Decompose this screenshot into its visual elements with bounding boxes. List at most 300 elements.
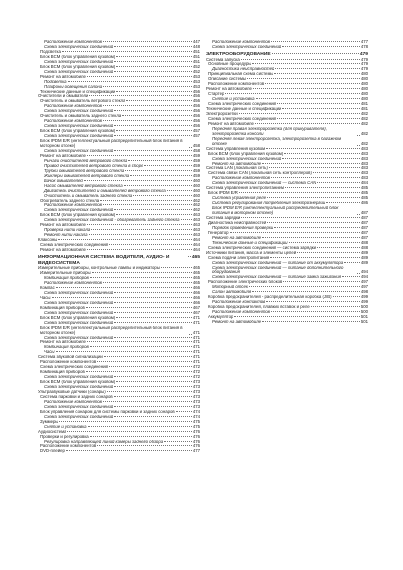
toc-page-number: 484 [360, 181, 368, 186]
toc-entry-title: Ремонт на автомобиле [212, 235, 262, 240]
toc-entry-title: Система запуска [206, 57, 240, 62]
toc-dot-leader [116, 214, 192, 215]
toc-page-number: 453 [192, 79, 200, 84]
toc-entry-title: Аккумулятор [208, 315, 234, 320]
toc-entry-title: Порядок проведения проверки [212, 225, 274, 230]
toc-entry-title: Компас [40, 285, 55, 290]
toc-page-number: 480 [360, 77, 368, 82]
toc-page-number: 487 [360, 210, 368, 216]
toc-entry-title: Схема электрических соединений [208, 102, 276, 107]
toc-entry-title: Очиститель и омыватель ветрового стекла [40, 99, 126, 104]
toc-page-number: 464 [192, 243, 200, 248]
toc-page-number: 451 [192, 49, 200, 54]
toc-entry-title: Комбинация приборов [40, 305, 85, 310]
toc-page-number: 475 [192, 424, 200, 429]
toc-entry-title: Блок управления сонаром для системы парковки и задних сонаров [40, 409, 175, 414]
toc-dot-leader [265, 83, 360, 84]
toc-page-number: 471 [192, 340, 200, 345]
toc-page-number: 479 [360, 62, 368, 67]
toc-dot-leader [114, 135, 192, 136]
toc-dot-leader [274, 73, 359, 74]
toc-dot-leader [91, 229, 192, 230]
toc-entry-title: Схема электрических соединений [44, 335, 114, 340]
toc-page-number: 489 [360, 250, 368, 255]
toc-dot-leader [114, 125, 192, 126]
toc-entry-title: DVD-плейер [40, 449, 65, 454]
toc-dot-leader [252, 291, 360, 292]
toc-page-number: 479 [360, 67, 368, 72]
toc-dot-leader [86, 371, 192, 372]
toc-dot-leader [114, 46, 192, 47]
toc-page-number: 483 [360, 166, 368, 171]
toc-dot-leader [88, 426, 192, 427]
toc-dot-leader [241, 59, 360, 60]
toc-dot-leader [66, 450, 192, 451]
toc-page-number: 471 [192, 355, 200, 360]
toc-page-number: 494 [360, 269, 368, 275]
toc-page-number: 480 [360, 92, 368, 97]
toc-entry-title: Схема электрических соединений [44, 300, 114, 305]
toc-page-number: 478 [360, 44, 368, 49]
toc-entry-title: Блок BCM (блок управления кузовом) [40, 54, 116, 59]
toc-dot-leader [311, 306, 360, 307]
toc-entry-title: Схема электрических соединений [212, 44, 282, 49]
toc-entry-title: Система LAN (локальная сеть) [206, 166, 268, 171]
toc-page-number: 499 [360, 300, 368, 305]
toc-entry-title: Схема электрических соединений [44, 290, 114, 295]
toc-entry-title: Подсветка [40, 49, 61, 54]
toc-dot-leader [333, 296, 360, 297]
toc-dot-leader [282, 108, 359, 109]
toc-page-number: 451 [192, 54, 200, 59]
toc-dot-leader [116, 66, 192, 67]
toc-dot-leader [239, 192, 360, 193]
toc-dot-leader [87, 249, 192, 250]
toc-dot-leader [116, 56, 192, 57]
toc-page-number: 483 [360, 146, 368, 151]
toc-dot-leader [114, 322, 192, 323]
toc-page-number: 477 [192, 449, 200, 454]
toc-page-number: 465 [192, 276, 200, 281]
toc-page-number: 485 [360, 196, 368, 201]
toc-page-number: 482 [360, 140, 368, 146]
toc-page-number: 473 [192, 404, 200, 409]
toc-entry-title: Система управления реле [212, 196, 266, 201]
toc-dot-leader [262, 163, 360, 164]
toc-entry-title: Система регулирования потребления электроэнергии [212, 201, 326, 206]
toc-entry-title: Расположение компонентов [40, 444, 97, 449]
toc-dot-leader [114, 396, 192, 397]
toc-page-number: 459 [192, 153, 200, 158]
toc-entry-title: Часы [44, 350, 55, 355]
toc-entry-title: Измерительные приборы [40, 271, 91, 276]
toc-page-number: 471 [192, 360, 200, 365]
toc-dot-leader [262, 237, 360, 238]
toc-dot-leader [122, 115, 192, 116]
toc-entry [206, 206, 368, 216]
toc-dot-leader [357, 145, 360, 146]
toc-entry-title: Блок BCM (блок управления кузовом) [40, 380, 116, 385]
toc-entry-title: Расположение контактов [212, 300, 266, 305]
toc-dot-leader [271, 41, 360, 42]
toc-entry-title: Расположение компонентов [44, 40, 102, 44]
toc-dot-leader [100, 200, 192, 201]
toc-dot-leader [284, 153, 360, 154]
toc-page-number: 471 [192, 350, 200, 355]
toc-page-number: 456 [192, 114, 200, 119]
toc-entry-title: Блок IPDM E/R (интеллектуальный распределительный блок питания в моторном отсеке) [40, 139, 183, 149]
toc-dot-leader [114, 150, 192, 151]
toc-entry-title: Блок BCM (блок управления кузовом) [40, 315, 116, 320]
toc-page-number: 465 [192, 281, 200, 286]
toc-dot-leader [230, 232, 360, 233]
toc-entry-title: Ремонт на автомобиле [40, 74, 86, 79]
toc-entry-title: Расположение электрических блоков [208, 280, 283, 285]
toc-entry-title: Генератор [208, 230, 229, 235]
toc-entry-title: Ремонт на автомобиле [40, 248, 86, 253]
toc-entry-title: Схема электрических соединений [212, 156, 282, 161]
toc-entry-title: Расположение компонентов [44, 399, 102, 404]
toc-dot-leader [269, 167, 360, 168]
toc-dot-leader [103, 282, 192, 283]
toc-page-number: 464 [192, 248, 200, 253]
toc-entry-title: Расположение компонентов [44, 119, 102, 124]
toc-entry-title: Схема электрических соединений [44, 385, 114, 390]
toc-dot-leader [289, 242, 360, 243]
toc-dot-leader [126, 100, 191, 101]
toc-page-number: 486 [360, 201, 368, 206]
toc-entry-title: Комбинация приборов [40, 370, 85, 375]
toc-entry-title: Проверка нити накала [44, 228, 91, 233]
toc-entry-title: Система парковки и задних сонаров [40, 394, 113, 399]
toc-page-number: 459 [192, 173, 200, 178]
toc-page-number: 501 [360, 320, 368, 325]
toc-page-number: 479 [360, 57, 368, 62]
toc-entry-title: Система управления электропитанием [206, 186, 284, 191]
toc-dot-leader [266, 148, 360, 149]
toc-entry-title: Коробка предохранителей, плавких вставок и реле [208, 305, 310, 310]
toc-dot-leader [109, 366, 192, 367]
toc-page-number: 471 [192, 329, 200, 335]
toc-page-number: 499 [360, 295, 368, 300]
toc-entry-title: Схема электрических соединений [44, 208, 114, 213]
toc-page-number: 462 [192, 198, 200, 203]
toc-page-number: 497 [360, 280, 368, 285]
toc-dot-leader [313, 172, 360, 173]
toc-page-number: 482 [360, 111, 368, 116]
toc-dot-leader [283, 281, 360, 282]
toc-page-number: 489 [360, 255, 368, 260]
toc-page-number: 466 [192, 285, 200, 290]
toc-page-number: 488 [360, 240, 368, 245]
toc-entry-title: Электророзетки [206, 111, 238, 116]
toc-entry-title: Двигатель очистителей и омывателей ветрового стекла [44, 188, 166, 193]
toc-page-number: 452 [192, 64, 200, 69]
toc-page-number: 456 [192, 109, 200, 114]
toc-page-number: 463 [192, 233, 200, 238]
toc-entry [206, 45, 368, 50]
toc-dot-leader [357, 214, 360, 215]
toc-dot-leader [125, 170, 192, 171]
toc-page-number: 471 [192, 320, 200, 325]
toc-dot-leader [266, 301, 359, 302]
toc-entry [206, 137, 368, 147]
toc-dot-leader [270, 257, 360, 258]
toc-page-number: 453 [192, 84, 200, 89]
toc-page-number: 471 [192, 315, 200, 320]
toc-entry-title: Снятие и установка [212, 97, 255, 102]
toc-dot-leader [357, 135, 360, 136]
toc-entry-title: Схема электрических соединений [44, 414, 114, 419]
toc-page-number: 475 [192, 419, 200, 424]
toc-page-number: 485 [360, 191, 368, 196]
toc-entry-title: Бачок омывателей [44, 178, 83, 183]
toc-page-number: 479 [359, 51, 368, 57]
toc-entry-title: Блок BCM (блок управления кузовом) [40, 213, 116, 218]
toc-entry-title: Схема электрических соединений [44, 44, 114, 49]
toc-page-number: 473 [192, 385, 200, 390]
toc-entry-title: Ремонт на автомобиле [212, 161, 262, 166]
toc-page-number: 483 [360, 171, 368, 176]
toc-page-number: 466 [192, 295, 200, 300]
toc-entry-title: Источники питания, масса и элементы цепей [206, 250, 297, 255]
toc-dot-leader [103, 401, 192, 402]
toc-dot-leader [272, 53, 359, 54]
toc-page-number: 471 [192, 345, 200, 350]
toc-dot-leader [344, 262, 360, 263]
toc-entry-title: Блок IPDM E/R (интеллектуальный распределительный блок питания в моторном отсеке) [212, 206, 339, 216]
toc-page-number: 476 [192, 429, 200, 434]
toc-entry-title: Схема электрических соединений - обогреватель заднего стекла [44, 218, 180, 223]
toc-dot-leader [56, 351, 192, 352]
toc-dot-leader [84, 180, 192, 181]
toc-page-number: 480 [360, 97, 368, 102]
toc-page-number: 465 [191, 254, 200, 260]
toc-entry-title: Блок IPDM E/R [208, 191, 238, 196]
toc-page-number: 453 [192, 74, 200, 79]
toc-page-number: 448 [192, 44, 200, 49]
toc-page-number: 456 [192, 119, 200, 124]
toc-page-number: 494 [360, 275, 368, 280]
toc-page-number: 465 [192, 271, 200, 276]
toc-dot-leader [97, 445, 192, 446]
toc-page-number: 456 [192, 124, 200, 129]
toc-page-number: 459 [192, 163, 200, 168]
toc-page-number: 489 [360, 260, 368, 265]
toc-page-number: 463 [192, 228, 200, 233]
toc-dot-leader [87, 224, 192, 225]
toc-page-number: 481 [360, 107, 368, 112]
toc-left-column [38, 40, 200, 454]
toc-entry-title: Измерительные приборы, контрольные лампы и индикаторы [38, 266, 160, 271]
toc-page-number: 459 [192, 158, 200, 163]
toc-page-number: 460 [192, 178, 200, 183]
toc-dot-leader [130, 175, 192, 176]
toc-page-number: 483 [360, 156, 368, 161]
toc-dot-leader [103, 120, 192, 121]
toc-dot-leader [271, 311, 360, 312]
toc-page-number: 473 [192, 394, 200, 399]
toc-entry-title: Расположение компонентов [212, 310, 270, 315]
toc-dot-leader [161, 267, 192, 268]
toc-dot-leader [234, 316, 359, 317]
toc-dot-leader [176, 411, 192, 412]
toc-page-number: 487 [360, 220, 368, 225]
toc-entry-title: Ремонт на автомобиле [40, 223, 86, 228]
toc-dot-leader [114, 292, 192, 293]
toc-page-number: 467 [192, 310, 200, 315]
toc-page-number: 477 [360, 40, 368, 44]
toc-entry-title: Часы [40, 295, 51, 300]
toc-entry-title: Схема электрических соединений [40, 365, 108, 370]
toc-dot-leader [59, 421, 191, 422]
toc-page-number: 451 [192, 59, 200, 64]
toc-dot-leader [116, 317, 192, 318]
toc-page-number: 460 [192, 188, 200, 193]
toc-dot-leader [87, 341, 192, 342]
toc-page-number: 472 [192, 370, 200, 375]
toc-entry [38, 139, 200, 149]
toc-page-number: 457 [192, 129, 200, 134]
toc-entry [206, 320, 368, 325]
toc-entry-title: Стартер [208, 92, 225, 97]
toc-entry-title: Моторный отсек [212, 285, 248, 290]
toc-dot-leader [116, 91, 191, 92]
toc-entry-title: Жиклеры омывателей ветрового стекла [44, 173, 130, 178]
toc-page-number: 471 [192, 335, 200, 340]
toc-dot-leader [114, 406, 192, 407]
toc-entry-title: Схема электрических соединений — питание дополнительного оборудования [212, 265, 344, 275]
toc-dot-leader [89, 95, 191, 96]
toc-dot-leader [56, 287, 192, 288]
toc-dot-leader [90, 346, 192, 347]
toc-dot-leader [103, 105, 192, 106]
toc-entry-title: Схема электрических соединений [44, 69, 114, 74]
toc-page-number: 480 [360, 87, 368, 92]
toc-dot-leader [114, 61, 192, 62]
toc-page-number: 456 [192, 94, 200, 99]
toc-dot-leader [317, 182, 360, 183]
toc-page-number: 482 [360, 116, 368, 121]
toc-entry-title: Комбинация приборов [44, 276, 89, 281]
toc-entry-title: Расположение компонентов [40, 360, 97, 365]
toc-page-number: 462 [192, 208, 200, 213]
toc-page-number: 464 [192, 238, 200, 243]
toc-page-number: 487 [360, 230, 368, 235]
toc-page-number: 465 [192, 266, 200, 271]
toc-entry-title: Блок BCM (блок управления кузовом) [208, 151, 284, 156]
toc-dot-leader [188, 256, 191, 257]
toc-page-number: 472 [192, 375, 200, 380]
toc-dot-leader [114, 71, 192, 72]
toc-page-number: 487 [360, 216, 368, 220]
toc-dot-leader [271, 177, 360, 178]
toc-entry [38, 449, 200, 454]
toc-dot-leader [92, 272, 192, 273]
toc-entry-title: Блок BCM (блок управления кузовом) [40, 64, 116, 69]
toc-entry-title: Коробка предохранителей - распределительная коробка (J/B) [208, 295, 332, 300]
toc-right-column [206, 40, 368, 325]
toc-entry-title: Проверки и регулировка [40, 434, 89, 439]
toc-entry-title: Обогреватель заднего стекла [40, 198, 100, 203]
toc-dot-leader [104, 356, 192, 357]
toc-dot-leader [326, 202, 360, 203]
toc-page-number: 456 [192, 89, 200, 94]
toc-entry-title: Система зарядки [206, 216, 241, 220]
toc-dot-leader [52, 297, 192, 298]
toc-entry-title: Очиститель и омыватель заднего стекла [44, 193, 133, 198]
toc-entry-title: Плафоны освещения салона [44, 84, 103, 89]
toc-entry-title: Схема электрических соединений [40, 243, 108, 248]
toc-page-number: 460 [192, 183, 200, 188]
toc-dot-leader [357, 273, 360, 274]
toc-entry-title: Насос омывателей ветрового стекла [44, 183, 123, 188]
toc-dot-leader [62, 51, 192, 52]
toc-entry-title: Расположение компонентов [44, 281, 102, 286]
toc-dot-leader [107, 391, 192, 392]
toc-entry-title: Схема электрических соединений — система зарядки [208, 245, 316, 250]
toc-page-number: 488 [360, 245, 368, 250]
toc-dot-leader [114, 337, 192, 338]
toc-page-number: 474 [192, 409, 200, 414]
toc-dot-leader [342, 276, 360, 277]
toc-entry-title: Подсветка [44, 79, 67, 84]
toc-page-number: 472 [192, 365, 200, 370]
toc-entry-title: Трубки омывателей ветрового стекла [44, 168, 125, 173]
toc-page-number: 447 [192, 40, 200, 44]
toc-entry-title: Схема подачи электропитания [208, 255, 270, 260]
toc-page-number: 483 [360, 151, 368, 156]
toc-page-number: 473 [192, 380, 200, 385]
toc-entry-title: Схема электрических соединений — питание от аккумулятора [212, 260, 344, 265]
toc-dot-leader [86, 307, 192, 308]
toc-entry-title: Ремонт на автомобиле [40, 340, 86, 345]
toc-entry-title: Схема электрических соединений [44, 404, 114, 409]
toc-entry-title: Регулировка направляющей линий камеры заднего обзора [44, 439, 164, 444]
toc-dot-leader [167, 190, 192, 191]
toc-page-number: 456 [192, 99, 200, 104]
toc-dot-leader [116, 381, 192, 382]
toc-page-number: 459 [192, 168, 200, 173]
toc-entry-title: Схема электрических соединений [44, 134, 114, 139]
toc-dot-leader [90, 436, 192, 437]
toc-entry-title: Принципиальная схема системы [208, 72, 274, 77]
toc-dot-leader [90, 277, 192, 278]
toc-entry [38, 248, 200, 253]
toc-entry-title: Передняя правая электророзетка (для прикуривателя), электророзетка консоли [212, 126, 327, 136]
toc-entry-title: Ремонт на автомобиле [40, 153, 86, 158]
toc-dot-leader [225, 93, 359, 94]
toc-dot-leader [181, 219, 192, 220]
toc-dot-leader [67, 431, 191, 432]
toc-entry-title: Ремонт нити накала [44, 233, 88, 238]
toc-dot-leader [114, 376, 192, 377]
toc-page-number: 487 [360, 235, 368, 240]
toc-entry-title: Схема электрических соединений — питание замка зажигания [212, 275, 342, 280]
toc-page-number: 485 [360, 186, 368, 191]
toc-entry-title: Клаксоны [38, 238, 58, 243]
toc-page-number: 466 [192, 300, 200, 305]
toc-entry-title: Расположение компонентов [212, 40, 270, 44]
toc-page-number: 482 [360, 121, 368, 126]
toc-dot-leader [114, 302, 192, 303]
toc-dot-leader [262, 321, 360, 322]
toc-entry-title: Схема электрических соединений [208, 116, 276, 121]
toc-dot-leader [282, 46, 360, 47]
toc-entry-title: Система звуковой сигнализации [38, 355, 103, 360]
toc-entry-title: Описание системы [208, 77, 247, 82]
toc-dot-leader [133, 195, 192, 196]
